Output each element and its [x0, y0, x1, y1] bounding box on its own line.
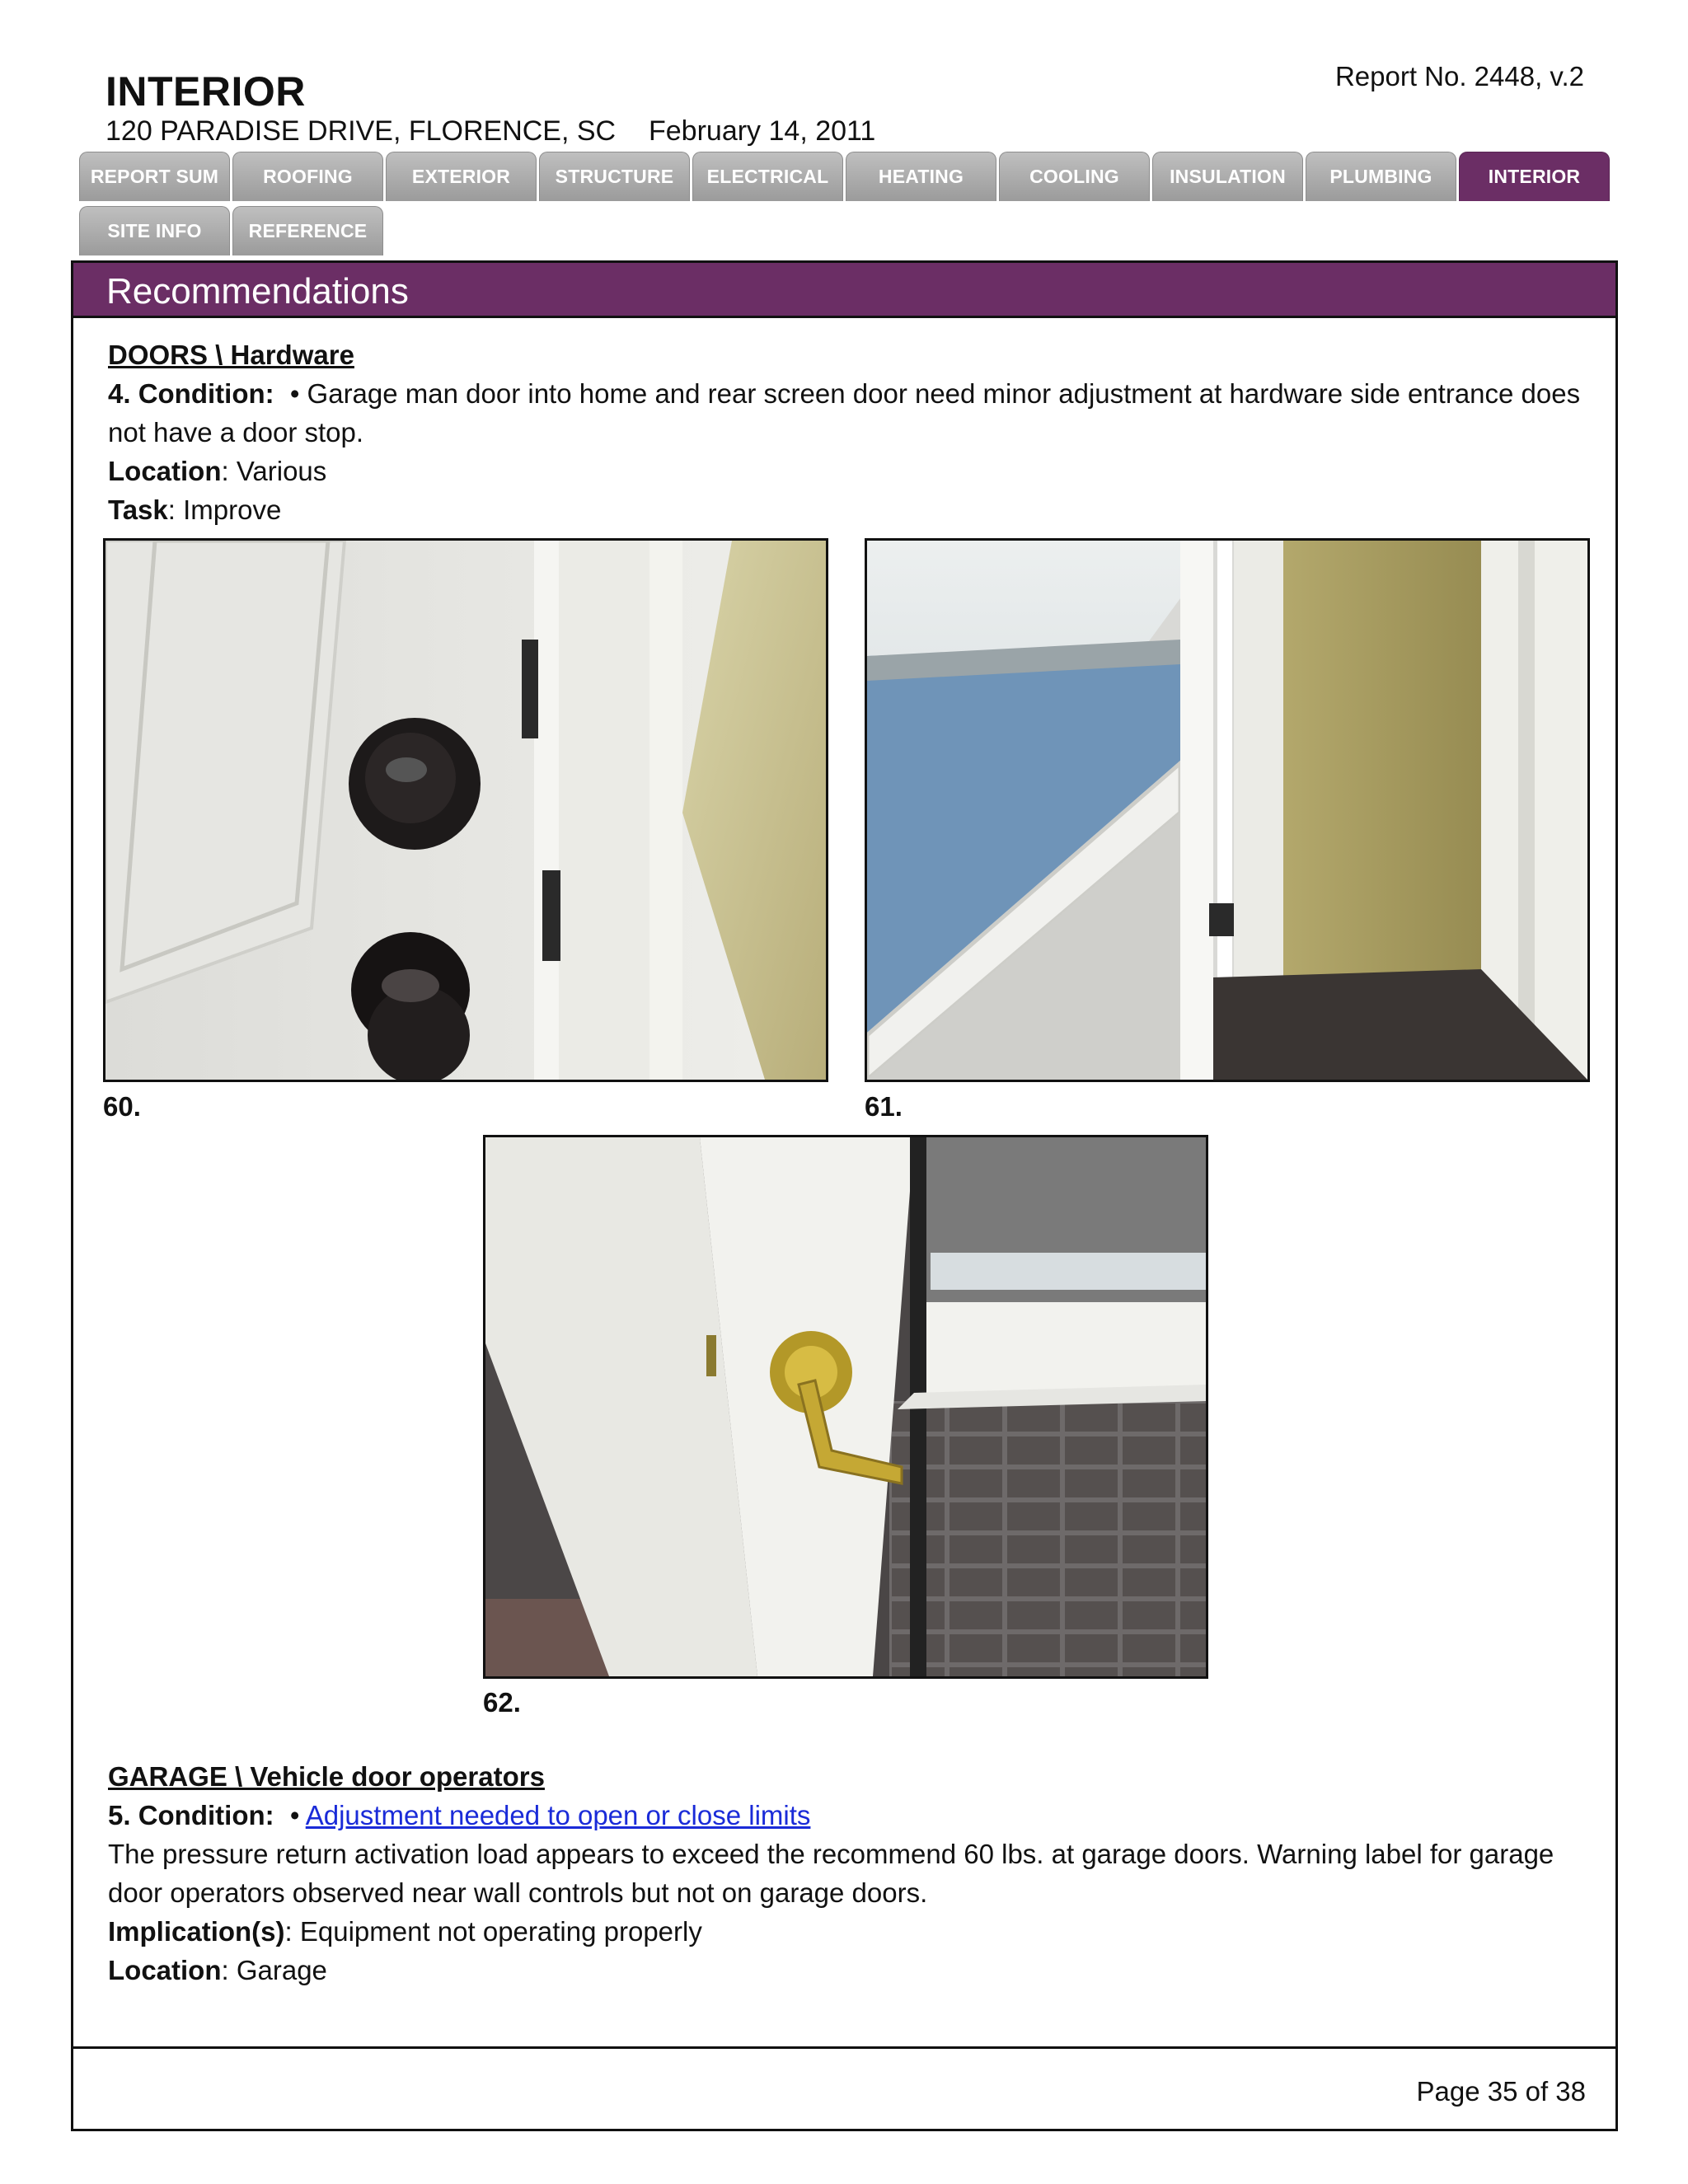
- tab-site-info[interactable]: SITE INFO: [79, 206, 230, 255]
- item-5-subhead: GARAGE \ Vehicle door operators: [108, 1761, 545, 1792]
- item-4-condition: [108, 374, 1583, 452]
- item-5-condition: [108, 1796, 1583, 1835]
- item-5: [108, 1757, 1583, 1990]
- item-5-implications: [108, 1912, 1583, 1951]
- tab-roofing[interactable]: ROOFING: [232, 152, 383, 201]
- location-label: Location: [108, 456, 222, 486]
- photo-62-caption: 62.: [483, 1687, 521, 1718]
- photo-60[interactable]: [103, 538, 828, 1082]
- photo-60-image: [106, 541, 826, 1080]
- section-title: Recommendations: [106, 271, 409, 312]
- condition-link[interactable]: Adjustment needed to open or close limits: [305, 1800, 811, 1830]
- photo-60-caption: 60.: [103, 1091, 141, 1122]
- item-4: [108, 335, 1583, 529]
- tab-structure[interactable]: STRUCTURE: [539, 152, 690, 201]
- item-4-task: [108, 490, 1583, 529]
- photo-61-image: [867, 541, 1587, 1080]
- photo-62-image: [485, 1137, 1206, 1676]
- implication-value: : Equipment not operating properly: [284, 1916, 702, 1947]
- task-value: : Improve: [167, 494, 282, 525]
- report-date: February 14, 2011: [649, 115, 876, 147]
- bullet: •: [289, 378, 300, 409]
- tab-report-sum[interactable]: REPORT SUM: [79, 152, 230, 201]
- tab-reference[interactable]: REFERENCE: [232, 206, 383, 255]
- page-number: Page 35 of 38: [1416, 2076, 1586, 2107]
- page-title: INTERIOR: [106, 68, 306, 115]
- item-5-location: [108, 1951, 1583, 1990]
- tab-plumbing[interactable]: PLUMBING: [1306, 152, 1456, 201]
- photo-61-caption: 61.: [865, 1091, 903, 1122]
- report-number: Report No. 2448, v.2: [1334, 61, 1584, 91]
- tab-interior[interactable]: INTERIOR: [1459, 152, 1610, 201]
- item-4-subhead: DOORS \ Hardware: [108, 340, 354, 370]
- task-label: Task: [108, 494, 168, 525]
- location-label: Location: [108, 1955, 222, 1985]
- implication-label: Implication(s): [108, 1916, 285, 1947]
- tab-electrical[interactable]: ELECTRICAL: [692, 152, 843, 201]
- tab-cooling[interactable]: COOLING: [999, 152, 1150, 201]
- section-tabs-row-2: [79, 206, 386, 255]
- condition-label: 5. Condition:: [108, 1800, 274, 1830]
- property-address: 120 PARADISE DRIVE, FLORENCE, SC: [106, 115, 617, 147]
- content-frame: [71, 260, 1618, 2131]
- footer-divider: [73, 2046, 1615, 2049]
- tab-insulation[interactable]: INSULATION: [1152, 152, 1303, 201]
- item-4-location: [108, 452, 1583, 490]
- photo-61[interactable]: [865, 538, 1590, 1082]
- section-tabs: [79, 152, 1612, 201]
- tab-heating[interactable]: HEATING: [846, 152, 996, 201]
- report-header: [0, 0, 1688, 264]
- bullet: •: [289, 1800, 300, 1830]
- tab-exterior[interactable]: EXTERIOR: [386, 152, 537, 201]
- condition-label: 4. Condition:: [108, 378, 274, 409]
- item-5-description: The pressure return activation load appears to exceed the recommend 60 lbs. at garage doors. Warning label for garage door operators observed near wall controls but not on garage doors.: [108, 1839, 1554, 1908]
- condition-text: Garage man door into home and rear screen door need minor adjustment at hardware side entrance does not have a door stop.: [108, 378, 1581, 448]
- location-value: : Various: [221, 456, 327, 486]
- location-value: : Garage: [221, 1955, 327, 1985]
- photo-62[interactable]: [483, 1135, 1208, 1679]
- section-header-bar: [73, 263, 1615, 318]
